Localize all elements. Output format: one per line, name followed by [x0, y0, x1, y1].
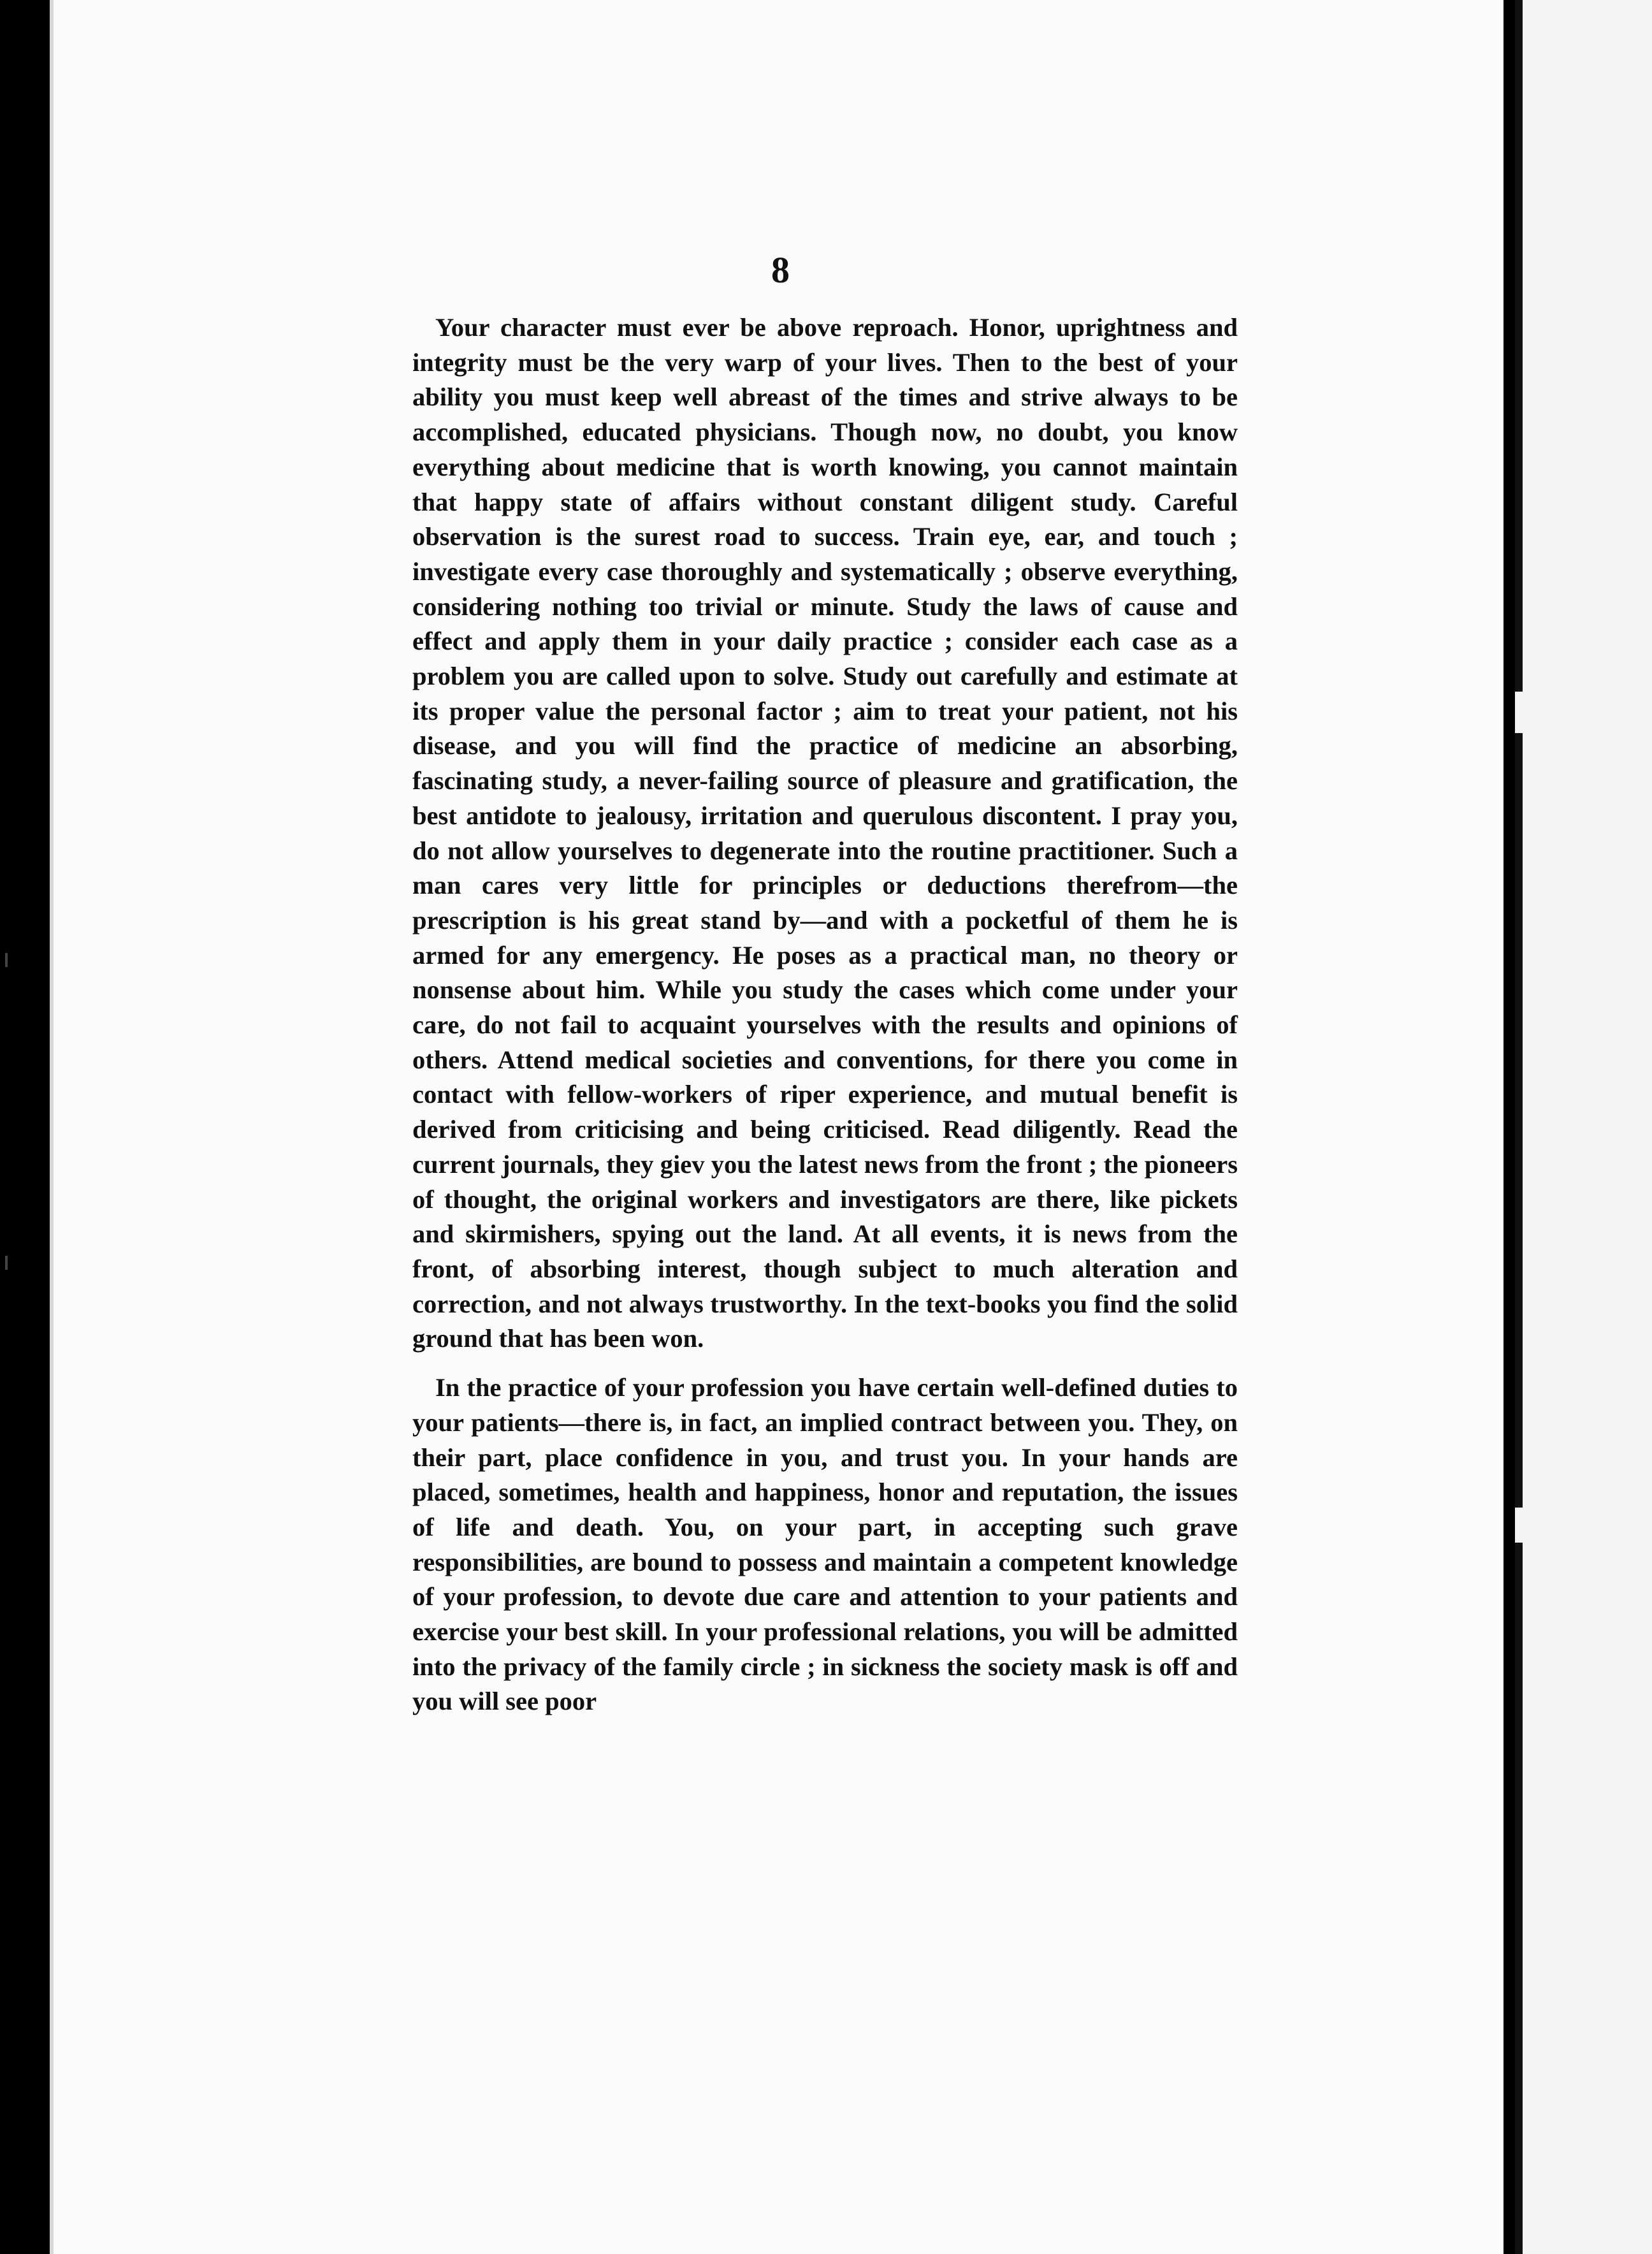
- scan-speck: [5, 1256, 8, 1270]
- paragraph-character: Your character must ever be above reproach. Honor, uprightness and integrity must be the very warp of your lives. Then to the best of your ability you must keep well abreast of the times and strive always to be accomplished, educated physicians. Though now, no doubt, you know everything about medicine that is worth knowing, you cannot maintain that happy state of affairs without constant diligent study. Careful observation is the surest road to success. Train eye, ear, and touch ; investigate every case thoroughly and systematically ; observe everything, considering nothing too trivial or minute. Study the laws of cause and effect and apply them in your daily practice ; consider each case as a problem you are called upon to solve. Study out carefully and estimate at its proper value the personal factor ; aim to treat your patient, not his disease, and you will find the practice of medicine an absorbing, fascinating study, a never-failing source of pleasure and gratification, the best antidote to jealousy, irritation and querulous discontent. I pray you, do not allow yourselves to degenerate into the routine practitioner. Such a man cares very little for principles or deductions therefrom—the prescription is his great stand by—and with a pocketful of them he is armed for any emergency. He poses as a practical man, no theory or nonsense about him. While you study the cases which come under your care, do not fail to acquaint yourselves with the results and opinions of others. Attend medical societies and conventions, for there you come in contact with fellow-workers of riper experience, and mutual benefit is derived from criticising and being criticised. Read diligently. Read the current journals, they giev you the latest news from the front ; the pioneers of thought, the original workers and investigators are there, like pickets and skirmishers, spying out the land. At all events, it is news from the front, of absorbing interest, though subject to much alteration and correction, and not always trustworthy. In the text-books you find the solid ground that has been won.: [412, 313, 1238, 1353]
- page-number: 8: [771, 249, 790, 291]
- page-gutter-shadow: [1503, 0, 1515, 2254]
- adjacent-page-edge: [1515, 0, 1652, 2254]
- scan-speck: [5, 953, 8, 967]
- scanned-page: [50, 0, 1507, 2254]
- paragraph-duties: In the practice of your profession you have certain well-defined duties to your patients—there is, in fact, an implied contract between you. They, on their part, place confidence in you, and trust you. In your hands are placed, sometimes, health and happiness, honor and reputation, the issues of life and death. You, on your part, in accepting such grave responsibilities, are bound to possess and maintain a competent knowledge of your profession, to devote due care and attention to your patients and exercise your best skill. In your professional relations, you will be admitted into the privacy of the family circle ; in sickness the society mask is off and you will see poor: [412, 1373, 1238, 1716]
- adjacent-page-margin-mark: [1515, 0, 1523, 692]
- adjacent-page-margin-mark: [1515, 1543, 1523, 2254]
- body-text: [412, 310, 1238, 1719]
- adjacent-page-margin-mark: [1515, 873, 1523, 1508]
- adjacent-page-margin-mark: [1515, 733, 1523, 892]
